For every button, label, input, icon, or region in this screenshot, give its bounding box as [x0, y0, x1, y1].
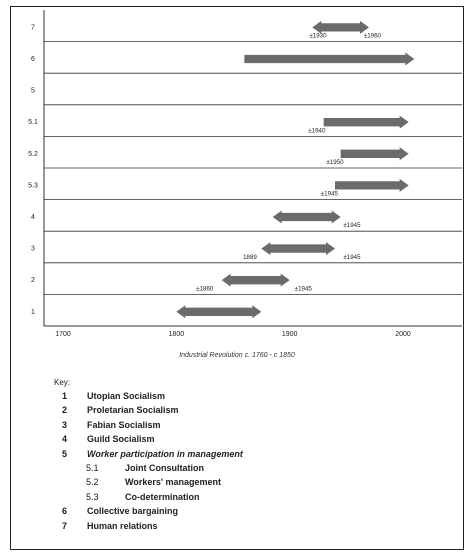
key-item-label: Co-determination: [125, 491, 200, 502]
date-label: 1889: [243, 253, 257, 261]
double-arrow: [273, 210, 341, 223]
date-label: ±1945: [343, 222, 361, 230]
key-item-number: 2: [62, 405, 68, 416]
row-label: 1: [31, 308, 35, 316]
key-item-label: Workers' management: [125, 477, 222, 488]
double-arrow: [222, 274, 290, 287]
x-tick-label: 1700: [55, 331, 71, 338]
chart-caption: Industrial Revolution c. 1760 - c 1850: [179, 352, 295, 359]
key-item-label: Fabian Socialism: [87, 419, 161, 430]
row-label: 5.2: [28, 150, 38, 158]
date-label: ±1945: [343, 253, 361, 261]
row-label: 3: [31, 245, 35, 253]
single-arrow: [335, 179, 409, 192]
date-label: ±1930: [309, 32, 327, 40]
key-item-label: Joint Consultation: [125, 463, 204, 473]
x-tick-label: 1900: [281, 331, 298, 338]
key-item-number: 5.1: [86, 463, 99, 473]
date-label: ±1945: [294, 285, 312, 293]
x-tick-label: 1800: [168, 331, 185, 338]
key-item-label: Worker participation in management: [87, 448, 243, 459]
row-label: 5.1: [28, 119, 38, 127]
key-item-label: Utopian Socialism: [87, 391, 166, 401]
single-arrow: [324, 116, 409, 129]
key-item-number: 5.3: [86, 491, 99, 502]
key-item-number: 3: [62, 419, 68, 430]
x-tick-label: 2000: [395, 331, 411, 338]
key-item-number: 6: [62, 506, 68, 517]
row-label: 2: [31, 277, 35, 285]
date-label: ±1945: [320, 190, 338, 198]
single-arrow: [244, 52, 414, 65]
key-item-number: 4: [62, 434, 68, 445]
date-label: ±1940: [308, 127, 326, 135]
key-item-number: 1: [62, 391, 68, 401]
row-label: 7: [31, 24, 35, 32]
date-label: ±1950: [326, 159, 344, 166]
single-arrow: [341, 147, 409, 160]
row-label: 5.3: [28, 182, 38, 190]
key-item-number: 7: [62, 520, 68, 531]
row-label: 5: [31, 87, 35, 95]
key-item-label: Proletarian Socialism: [87, 405, 179, 416]
key-item-label: Guild Socialism: [87, 434, 155, 445]
row-label: 6: [31, 55, 35, 63]
key-item-number: 5.2: [86, 477, 99, 488]
row-label: 4: [31, 213, 35, 221]
date-label: ±1860: [196, 285, 214, 293]
key-item-number: 5: [62, 448, 68, 459]
key-item-label: Human relations: [87, 520, 158, 531]
date-label: ±1960: [363, 32, 381, 40]
key-title: Key:: [54, 378, 71, 387]
double-arrow: [261, 242, 335, 255]
double-arrow: [176, 305, 261, 318]
key-item-label: Collective bargaining: [87, 506, 179, 517]
